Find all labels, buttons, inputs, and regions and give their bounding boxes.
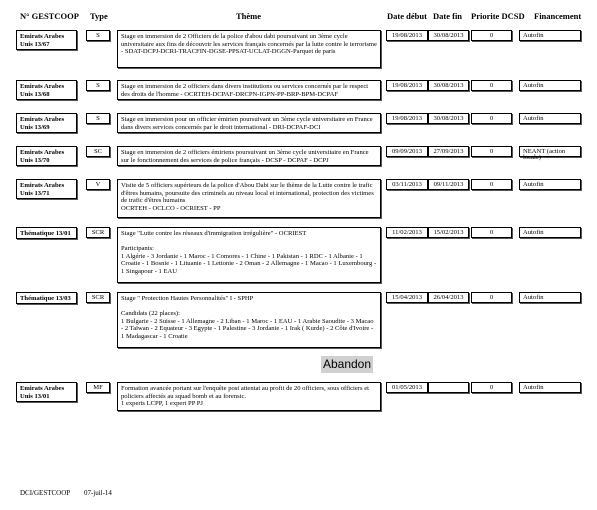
row-code: Emirats Arabes Unis 13/70 xyxy=(16,146,77,166)
row-financement: NEANT (action locale) xyxy=(519,146,581,157)
row-date-fin: 26/04/2013 xyxy=(428,292,469,303)
row-type: SC xyxy=(86,146,110,157)
row-financement: Autofin xyxy=(519,292,581,303)
row-priorite: 0 xyxy=(471,30,512,41)
row-type: S xyxy=(86,80,110,91)
row-priorite: 0 xyxy=(471,80,512,91)
row-financement: Autofin xyxy=(519,113,581,124)
row-date-debut: 19/08/2013 xyxy=(386,80,428,91)
row-financement: Autofin xyxy=(519,382,581,393)
row-financement: Autofin xyxy=(519,30,581,41)
row-date-debut: 19/08/2013 xyxy=(386,113,428,124)
footer-date: 07-juil-14 xyxy=(83,489,112,497)
row-priorite: 0 xyxy=(471,179,512,190)
row-date-fin: 30/08/2013 xyxy=(428,30,469,41)
row-type: SCR xyxy=(86,292,110,303)
row-financement: Autofin xyxy=(519,227,581,238)
row-financement: Autofin xyxy=(519,80,581,91)
row-code: Thématique 13/03 xyxy=(16,292,77,304)
row-type: V xyxy=(86,179,110,190)
row-date-fin xyxy=(428,382,469,393)
row-date-fin: 27/09/2013 xyxy=(428,146,469,157)
row-type: S xyxy=(86,30,110,41)
row-priorite: 0 xyxy=(471,382,512,393)
row-priorite: 0 xyxy=(471,227,512,238)
row-priorite: 0 xyxy=(471,113,512,124)
row-date-debut: 03/11/2013 xyxy=(386,179,428,190)
row-code: Emirats Arabes Unis 13/67 xyxy=(16,30,77,50)
row-date-debut: 15/04/2013 xyxy=(386,292,428,303)
row-code: Thématique 13/01 xyxy=(16,227,77,239)
row-date-fin: 09/11/2013 xyxy=(428,179,469,190)
row-date-debut: 01/05/2013 xyxy=(386,382,428,393)
row-date-debut: 11/02/2013 xyxy=(386,227,428,238)
header-priorite: Priorite DCSD xyxy=(471,11,525,21)
header-financement: Financement xyxy=(534,11,582,21)
abandon-label: Abandon xyxy=(322,357,372,371)
row-theme: Formation avancée portant sur l'enquête post attentat au profit de 20 officiers, sous officiers et policiers affectés au squad bomb et au forensic. 1 experts LCPP, 1 expert PP PJ xyxy=(117,382,381,411)
row-date-debut: 19/08/2013 xyxy=(386,30,428,41)
row-type: S xyxy=(86,113,110,124)
header-date-fin: Date fin xyxy=(433,11,463,21)
row-theme: Stage " Protection Hautes Personnalités" I - SPHP Candidats (22 places): 1 Bulgarie - 2 Suisse - 1 Allemagne - 2 Liban - 1 Maroc - 1 EAU - 1 Arabie Saoudite - 3 Macao - 2 Taïwan - 2 Equateur - 3 Egypte - 1 Palestine - 3 Jordanie - 1 Irak ( Kurde) - 2 Côte d'Ivoire - 1 Madagascar - 1 Croatie xyxy=(117,292,381,348)
row-priorite: 0 xyxy=(471,146,512,157)
header-date-debut: Date début xyxy=(387,11,427,21)
header-gestcoop: N° GESTCOOP xyxy=(20,11,79,21)
row-theme: Stage "Lutte contre les réseaux d'immigration irrégulière" - OCRIEST Participants: 1 Algérie - 3 Jordanie - 1 Maroc - 1 Comores - 1 Chine - 1 Pakistan - 1 RDC - 1 Albanie - 1 Croatie - 1 Bosnie - 1 Lituanie - 1 Lettonie - 2 Oman - 2 Allemagne - 1 Macao - 1 Luxembourg - 1 Singapour - 1 EAU xyxy=(117,227,381,283)
row-date-fin: 30/08/2013 xyxy=(428,80,469,91)
row-theme: Stage en immersion pour un officier émirien poursuivant un 3ème cycle universitaire en France dans divers services concernés par le droit international - DRI-DCPAF-DCI xyxy=(117,113,381,133)
row-date-debut: 09/09/2013 xyxy=(386,146,428,157)
row-code: Emirats Arabes Unis 13/71 xyxy=(16,179,77,199)
row-date-fin: 15/02/2013 xyxy=(428,227,469,238)
row-type: MF xyxy=(86,382,110,393)
row-theme: Stage en immersion de 2 officiers dans divers institutions ou services concernés par le respect des droits de l'homme - OCRTEH-DCPAF-DRCPN-IGPN-PP-BRP-BPM-DCPAF xyxy=(117,80,381,100)
row-theme: Visite de 5 officiers supérieurs de la police d'Abou Dabi sur le thème de la Lutte contre le trafic d'êtres humains, poursuite des criminels au niveau local et international, protection des victimes de trafic d'êtres humains OCRTEH - OCLCO - OCRIEST - PP xyxy=(117,179,381,218)
row-theme: Stage en immersion de 2 Officiers de la police d'abou dabi poursuivant un 3ème cycle universitaire aux fins de découvrir les services français concernés par la lutte contre le terrorisme - SDAT-DCPJ-DCRI-TRACFIN-DGSE-PPSAT-UCLAT-DGGN-Parquet de paris xyxy=(117,30,381,68)
header-theme: Thème xyxy=(236,11,262,21)
footer-service: DCI/GESTCOOP xyxy=(20,489,71,497)
row-code: Emirats Arabes Unis 13/01 xyxy=(16,382,77,402)
row-theme: Stage en immersion de 2 officiers émiriens poursuivant un 3ème cycle universitaire en France sur le fonctionnement des services de police français - DCSP - DCPAF - DCPJ xyxy=(117,146,381,166)
row-financement: Autofin xyxy=(519,179,581,190)
row-priorite: 0 xyxy=(471,292,512,303)
row-code: Emirats Arabes Unis 13/69 xyxy=(16,113,77,133)
header-type: Type xyxy=(90,11,108,21)
row-code: Emirats Arabes Unis 13/68 xyxy=(16,80,77,100)
row-type: SCR xyxy=(86,227,110,238)
row-date-fin: 30/08/2013 xyxy=(428,113,469,124)
footer xyxy=(20,489,124,497)
